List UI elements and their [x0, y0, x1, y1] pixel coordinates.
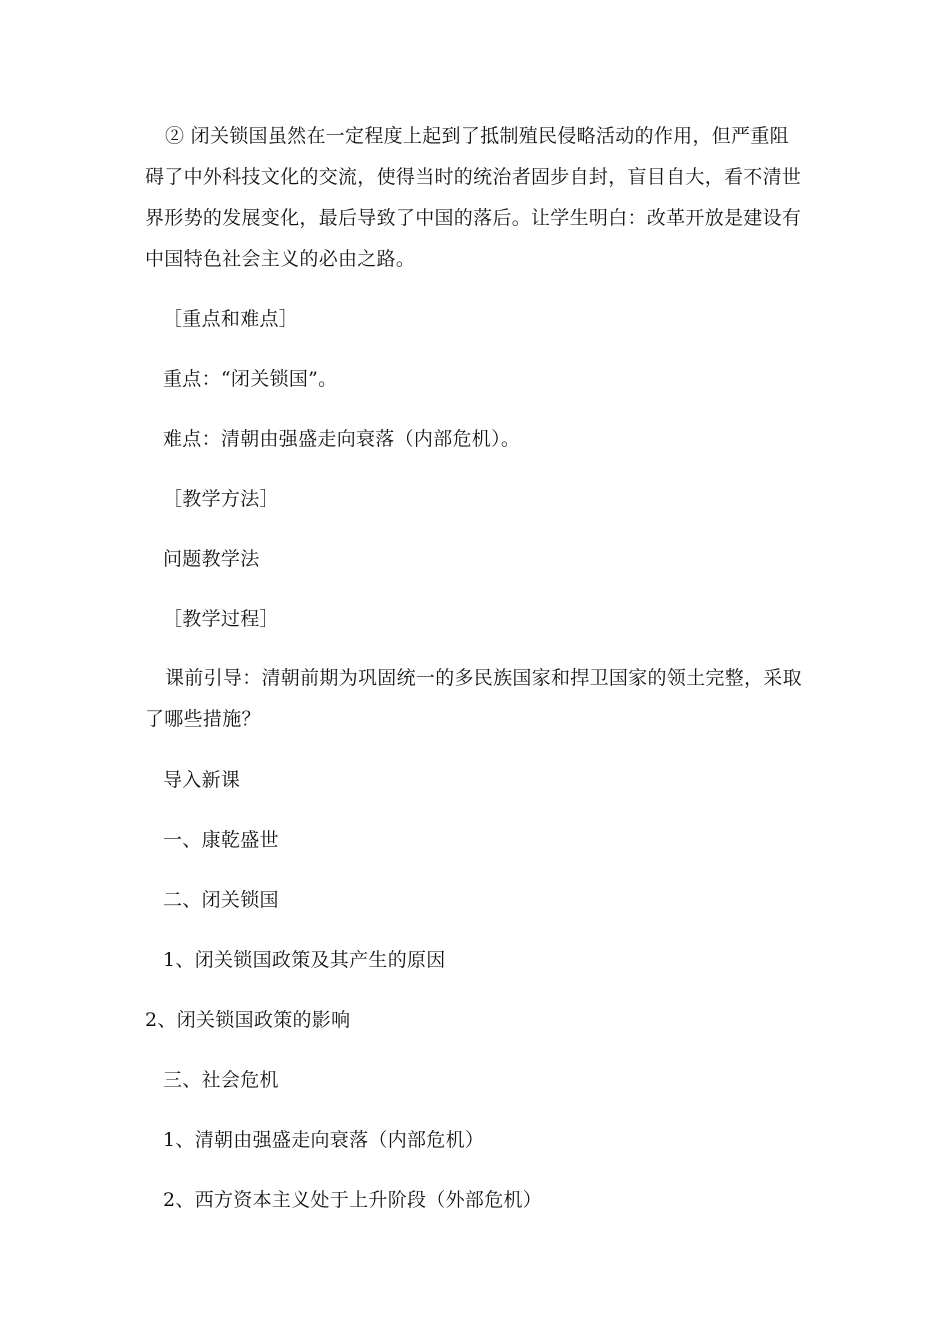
- heading-teaching-method: ［教学方法］: [163, 488, 279, 510]
- section-2-item-1: 1、闭关锁国政策及其产生的原因: [163, 949, 446, 971]
- heading-key-points: ［重点和难点］: [163, 308, 299, 330]
- difficult-point: 难点：清朝由强盛走向衰落（内部危机）。: [163, 428, 521, 450]
- section-2-item-2: 2、闭关锁国政策的影响: [145, 1009, 351, 1031]
- section-3-item-2: 2、西方资本主义处于上升阶段（外部危机）: [163, 1189, 543, 1211]
- paragraph-objective: ② 闭关锁国虽然在一定程度上起到了抵制殖民侵略活动的作用，但严重阻碍了中外科技文化的交流，使得当时的统治者固步自封，盲目自大，看不清世界形势的发展变化，最后导致了中国的落后。让学生明白：改革开放是建设有中国特色社会主义的必由之路。: [145, 125, 802, 270]
- new-lesson: 导入新课: [163, 769, 241, 791]
- key-point: 重点：“闭关锁国”。: [163, 368, 338, 390]
- heading-teaching-process: ［教学过程］: [163, 608, 279, 630]
- section-2-heading: 二、闭关锁国: [163, 889, 279, 911]
- section-3-item-1: 1、清朝由强盛走向衰落（内部危机）: [163, 1129, 485, 1151]
- teaching-method: 问题教学法: [163, 548, 260, 570]
- section-1-heading: 一、康乾盛世: [163, 829, 279, 851]
- section-3-heading: 三、社会危机: [163, 1069, 279, 1091]
- intro-question: 课前引导：清朝前期为巩固统一的多民族国家和捍卫国家的领土完整，采取了哪些措施？: [145, 667, 802, 730]
